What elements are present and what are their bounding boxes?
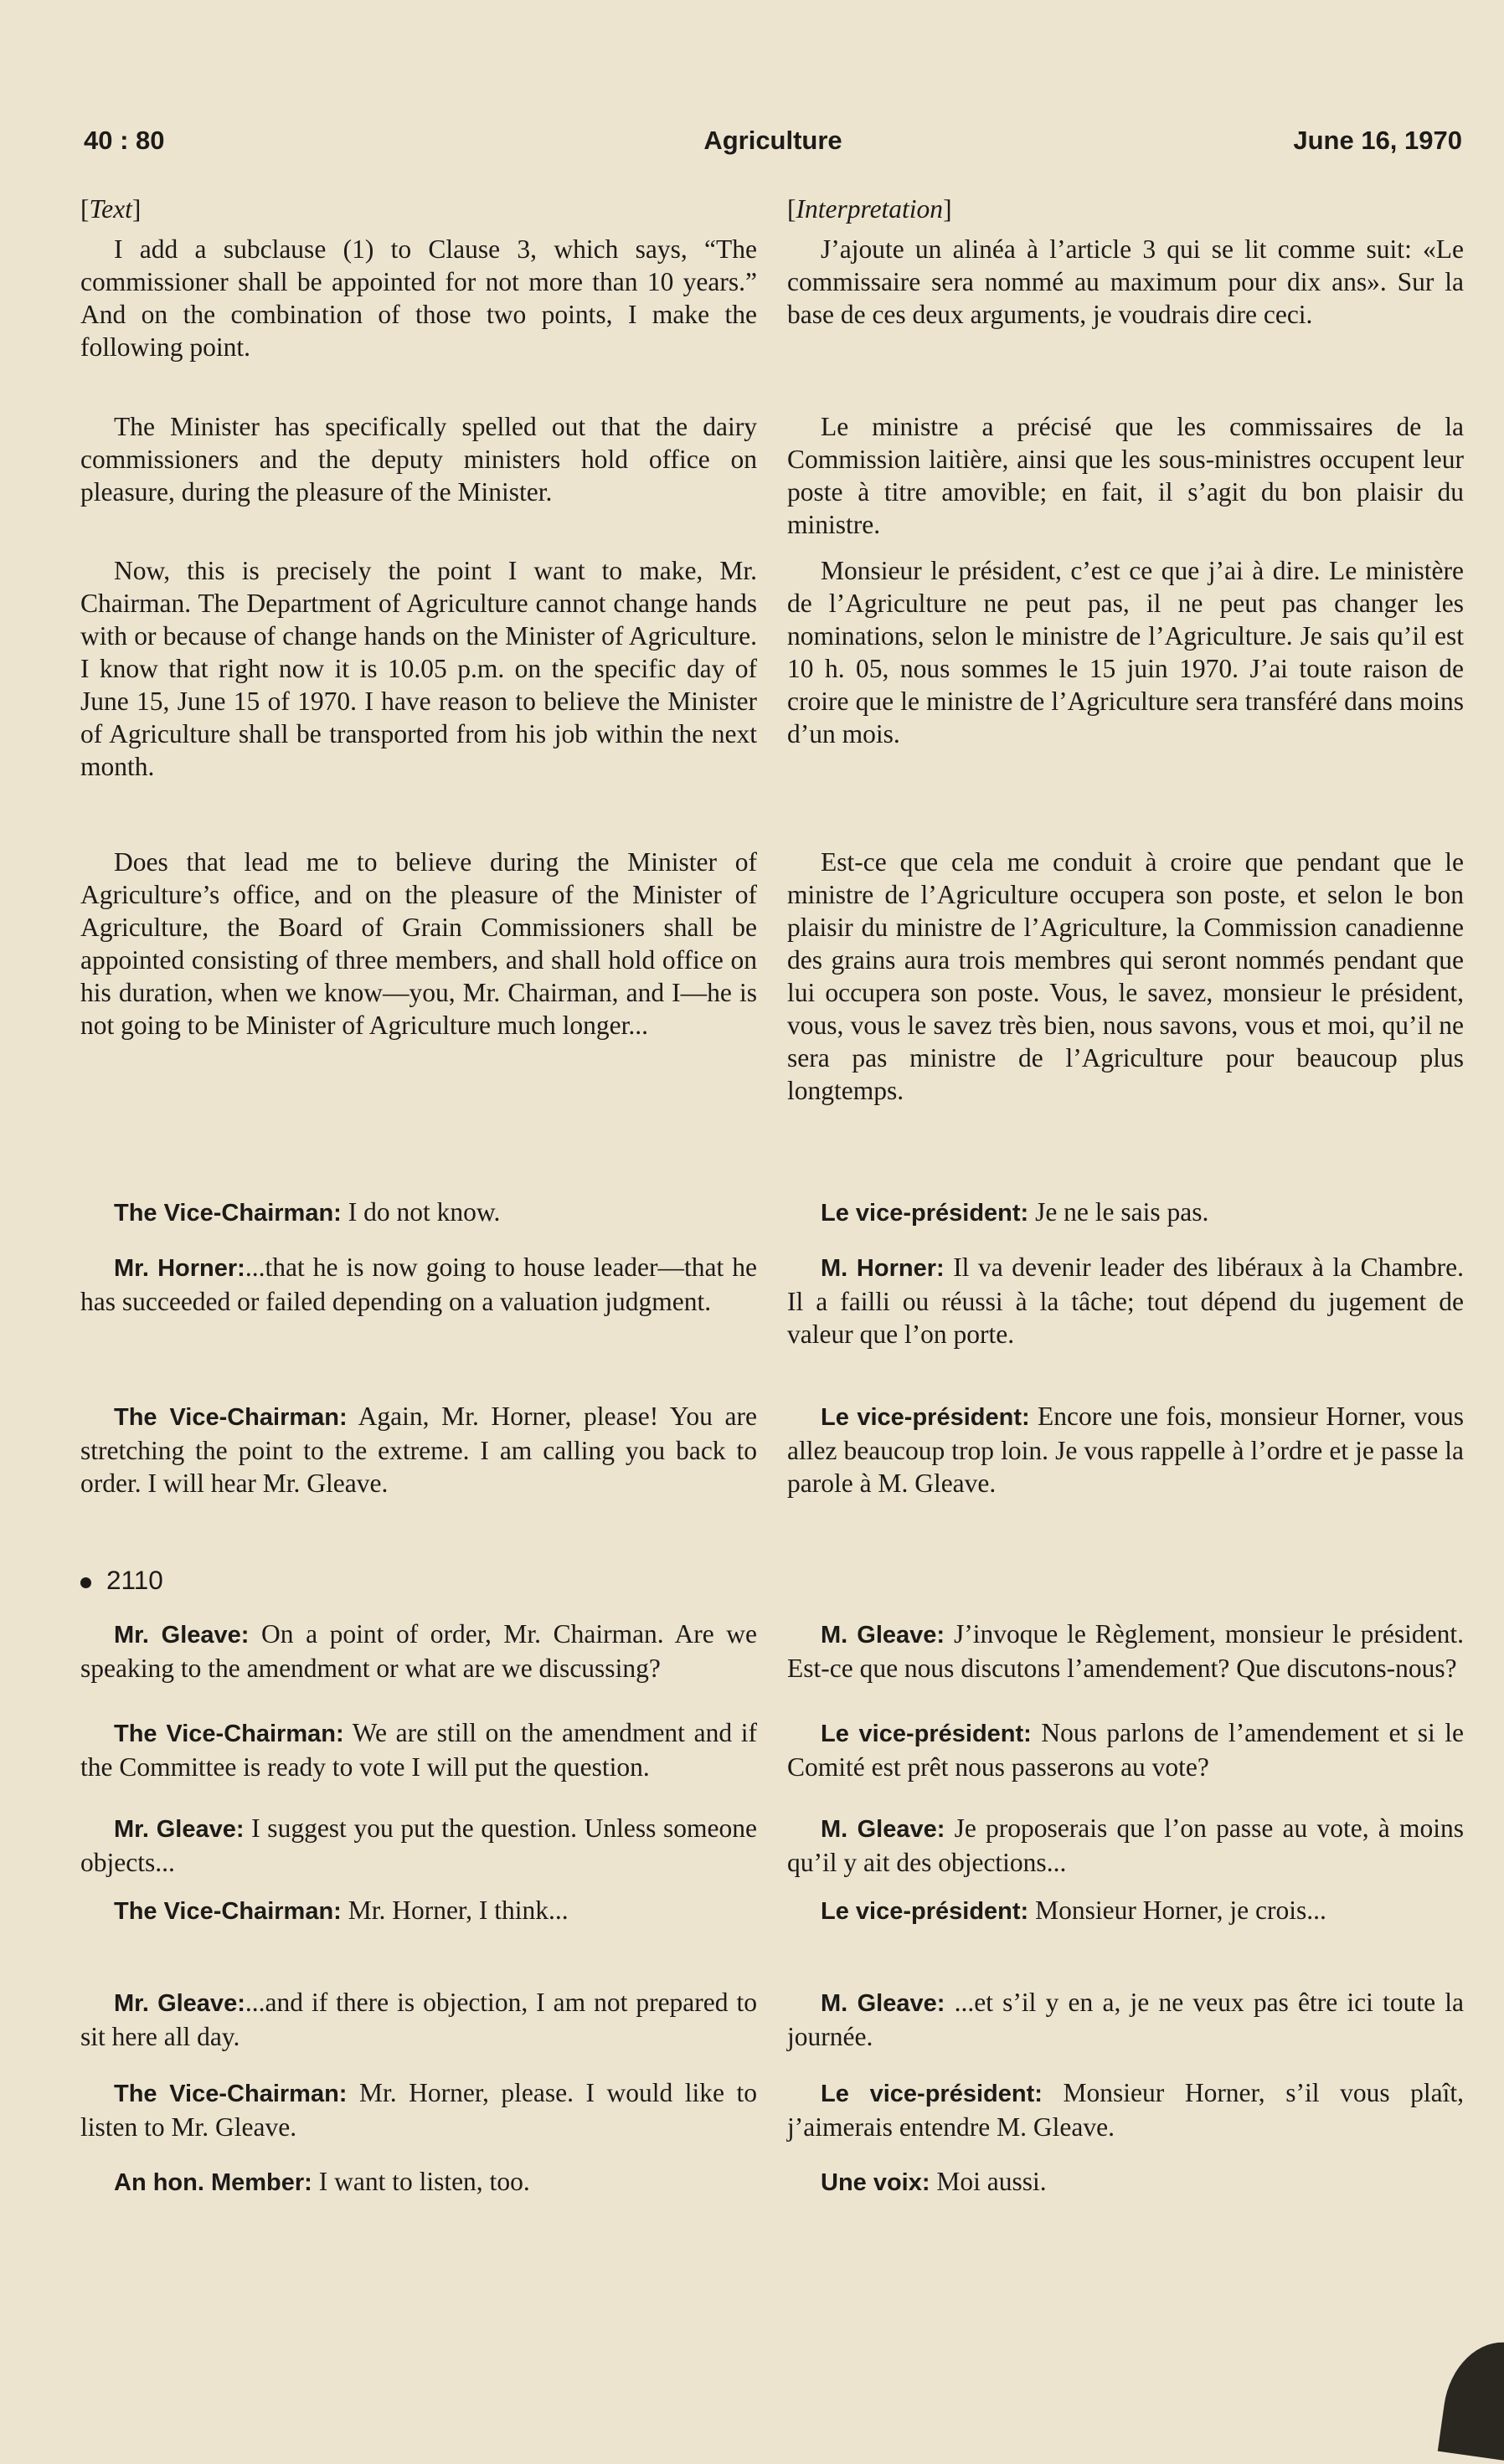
speaker-name: The Vice-Chairman: xyxy=(114,1721,344,1747)
time-marker-text: 2110 xyxy=(106,1565,163,1595)
paragraph-text: Le ministre a précisé que les commissaires de la Commission laitière, ainsi que les sous-ministres occupent leur poste à titre amovible; en fait, il s’agit du bon plaisir du ministre. xyxy=(787,412,1464,539)
time-marker xyxy=(80,1564,757,1597)
column-tag: [Text] xyxy=(80,194,142,224)
paragraph xyxy=(80,846,757,1042)
speaker-name: Une voix: xyxy=(821,2169,930,2196)
paragraph xyxy=(80,410,757,508)
speech xyxy=(80,2165,757,2199)
paragraph xyxy=(80,554,757,783)
speaker-name: The Vice-Chairman: xyxy=(114,1898,342,1925)
speech xyxy=(787,1400,1464,1499)
speech xyxy=(80,1400,757,1499)
speaker-name: M. Horner: xyxy=(821,1255,945,1282)
speaker-name: The Vice-Chairman: xyxy=(114,1404,348,1431)
bullet-icon xyxy=(80,1577,91,1588)
page-date: June 16, 1970 xyxy=(1293,126,1462,155)
speaker-name: Mr. Gleave: xyxy=(114,1622,250,1649)
speaker-name: M. Gleave: xyxy=(821,1816,945,1843)
paragraph-text: The Minister has specifically spelled out that the dairy commissioners and the deputy ministers hold office on pleasure, during the pleasure of the Minister. xyxy=(80,412,757,507)
speech-text: ...and if there is objection, I am not prepared to sit here all day. xyxy=(80,1988,757,2051)
paragraph xyxy=(787,846,1464,1107)
speaker-name: M. Gleave: xyxy=(821,1622,945,1649)
speech xyxy=(80,1618,757,1685)
paragraph-text: Does that lead me to believe during the Minister of Agriculture’s office, and on the pleasure of the Minister of Agriculture, the Board of Grain Commissioners shall be appointed consisting of three members, and shall hold office on his duration, when we know—you, Mr. Chairman, and I—he is not going to be Minister of Agriculture much longer... xyxy=(80,847,757,1040)
speech-text: Je ne le sais pas. xyxy=(1035,1197,1209,1227)
speech-text: Il va devenir leader des libéraux à la Chambre. Il a failli ou réussi à la tâche; tout dépend du jugement de valeur que l’on porte. xyxy=(787,1253,1464,1349)
column-tag-text: Interpretation xyxy=(796,194,944,224)
speech-text: Je proposerais que l’on passe au vote, à moins qu’il y ait des objections... xyxy=(787,1813,1464,1877)
paragraph xyxy=(80,233,757,363)
speech-text: Monsieur Horner, s’il vous plaît, j’aimerais entendre M. Gleave. xyxy=(787,2078,1465,2142)
committee-title: Agriculture xyxy=(703,126,842,155)
speech-text: We are still on the amendment and if the Committee is ready to vote I will put the question. xyxy=(80,1718,757,1782)
speech-text: Monsieur Horner, je crois... xyxy=(1035,1896,1326,1925)
paragraph-text: I add a subclause (1) to Clause 3, which says, “The commissioner shall be appointed for not more than 10 years.” And on the combination of those two points, I make the following point. xyxy=(80,234,757,362)
speech xyxy=(80,1716,757,1783)
speech xyxy=(787,1251,1464,1350)
paragraph xyxy=(787,554,1464,750)
column-tag: [Interpretation] xyxy=(787,194,952,224)
page-number: 40 : 80 xyxy=(84,126,165,155)
speaker-name: The Vice-Chairman: xyxy=(114,1200,342,1227)
speech xyxy=(80,1812,757,1879)
speech xyxy=(80,1986,757,2053)
speech xyxy=(80,1196,757,1230)
speech xyxy=(787,1812,1464,1879)
speech xyxy=(787,2076,1464,2143)
speaker-name: Le vice-président: xyxy=(821,2081,1043,2107)
speech-text: ...that he is now going to house leader—that he has succeeded or failed depending on a valuation judgment. xyxy=(80,1253,758,1316)
speech-text: On a point of order, Mr. Chairman. Are we speaking to the amendment or what are we discussing? xyxy=(80,1619,758,1683)
speech xyxy=(787,1716,1464,1783)
speech xyxy=(80,1251,757,1318)
speech xyxy=(787,2165,1464,2199)
speech-text: Encore une fois, monsieur Horner, vous allez beaucoup trop loin. Je vous rappelle à l’ordre et je passe la parole à M. Gleave. xyxy=(787,1402,1465,1498)
paragraph-text: Now, this is precisely the point I want to make, Mr. Chairman. The Department of Agriculture cannot change hands with or because of change hands on the Minister of Agriculture. I know that right now it is 10.05 p.m. on the specific day of June 15, June 15 of 1970. I have reason to believe the Minister of Agriculture shall be transported from his job within the next month. xyxy=(80,556,757,781)
speech-text: ...et s’il y en a, je ne veux pas être ici toute la journée. xyxy=(787,1988,1465,2051)
speech-text: Moi aussi. xyxy=(936,2167,1047,2196)
speech xyxy=(787,1894,1464,1928)
speaker-name: Le vice-président: xyxy=(821,1404,1030,1431)
paragraph xyxy=(787,233,1464,331)
speaker-name: Mr. Gleave: xyxy=(114,1990,245,2017)
paragraph-text: Monsieur le président, c’est ce que j’ai à dire. Le ministère de l’Agriculture ne peut pas, il ne peut pas changer les nominations, selon le ministre de l’Agriculture. Je sais qu’il est 10 h. 05, nous sommes le 15 juin 1970. J’ai toute raison de croire que le ministre de l’Agriculture sera transféré dans moins d’un mois. xyxy=(787,556,1464,748)
speech xyxy=(787,1618,1464,1685)
speech-text: I do not know. xyxy=(348,1197,501,1227)
speech xyxy=(787,1196,1464,1230)
speech-text: Mr. Horner, please. I would like to listen to Mr. Gleave. xyxy=(80,2078,758,2142)
speech-text: J’invoque le Règlement, monsieur le président. Est-ce que nous discutons l’amendement? Que discutons-nous? xyxy=(787,1619,1465,1683)
column-tag-text: Text xyxy=(89,194,132,224)
speech-text: Nous parlons de l’amendement et si le Comité est prêt nous passerons au vote? xyxy=(787,1718,1465,1782)
speech-text: I suggest you put the question. Unless someone objects... xyxy=(80,1813,757,1877)
speech xyxy=(80,2076,757,2143)
speech-text: Mr. Horner, I think... xyxy=(348,1896,569,1925)
paragraph-text: J’ajoute un alinéa à l’article 3 qui se lit comme suit: «Le commissaire sera nommé au maximum pour dix ans». Sur la base de ces deux arguments, je voudrais dire ceci. xyxy=(787,234,1464,329)
page-curl xyxy=(1438,2335,1504,2464)
speaker-name: The Vice-Chairman: xyxy=(114,2081,348,2107)
paragraph-text: Est-ce que cela me conduit à croire que pendant que le ministre de l’Agriculture occupera son poste, et selon le bon plaisir du ministre de l’Agriculture, la Commission canadienne des grains aura trois membres qui seront nommés pendant que lui occupera son poste. Vous, le savez, monsieur le président, vous, vous le savez très bien, nous savons, vous et moi, qu’il ne sera pas ministre de l’Agriculture pour beaucoup plus longtemps. xyxy=(787,847,1464,1105)
speaker-name: An hon. Member: xyxy=(114,2169,312,2196)
speech xyxy=(787,1986,1464,2053)
paragraph xyxy=(787,410,1464,541)
speaker-name: Mr. Horner: xyxy=(114,1255,245,1282)
speech-text: I want to listen, too. xyxy=(318,2167,530,2196)
speaker-name: Le vice-président: xyxy=(821,1721,1032,1747)
page-header xyxy=(84,126,1462,167)
speaker-name: Mr. Gleave: xyxy=(114,1816,245,1843)
speaker-name: M. Gleave: xyxy=(821,1990,945,2017)
speech-text: Again, Mr. Horner, please! You are stretching the point to the extreme. I am calling you back to order. I will hear Mr. Gleave. xyxy=(80,1402,758,1498)
speaker-name: Le vice-président: xyxy=(821,1898,1029,1925)
speaker-name: Le vice-président: xyxy=(821,1200,1029,1227)
speech xyxy=(80,1894,757,1928)
